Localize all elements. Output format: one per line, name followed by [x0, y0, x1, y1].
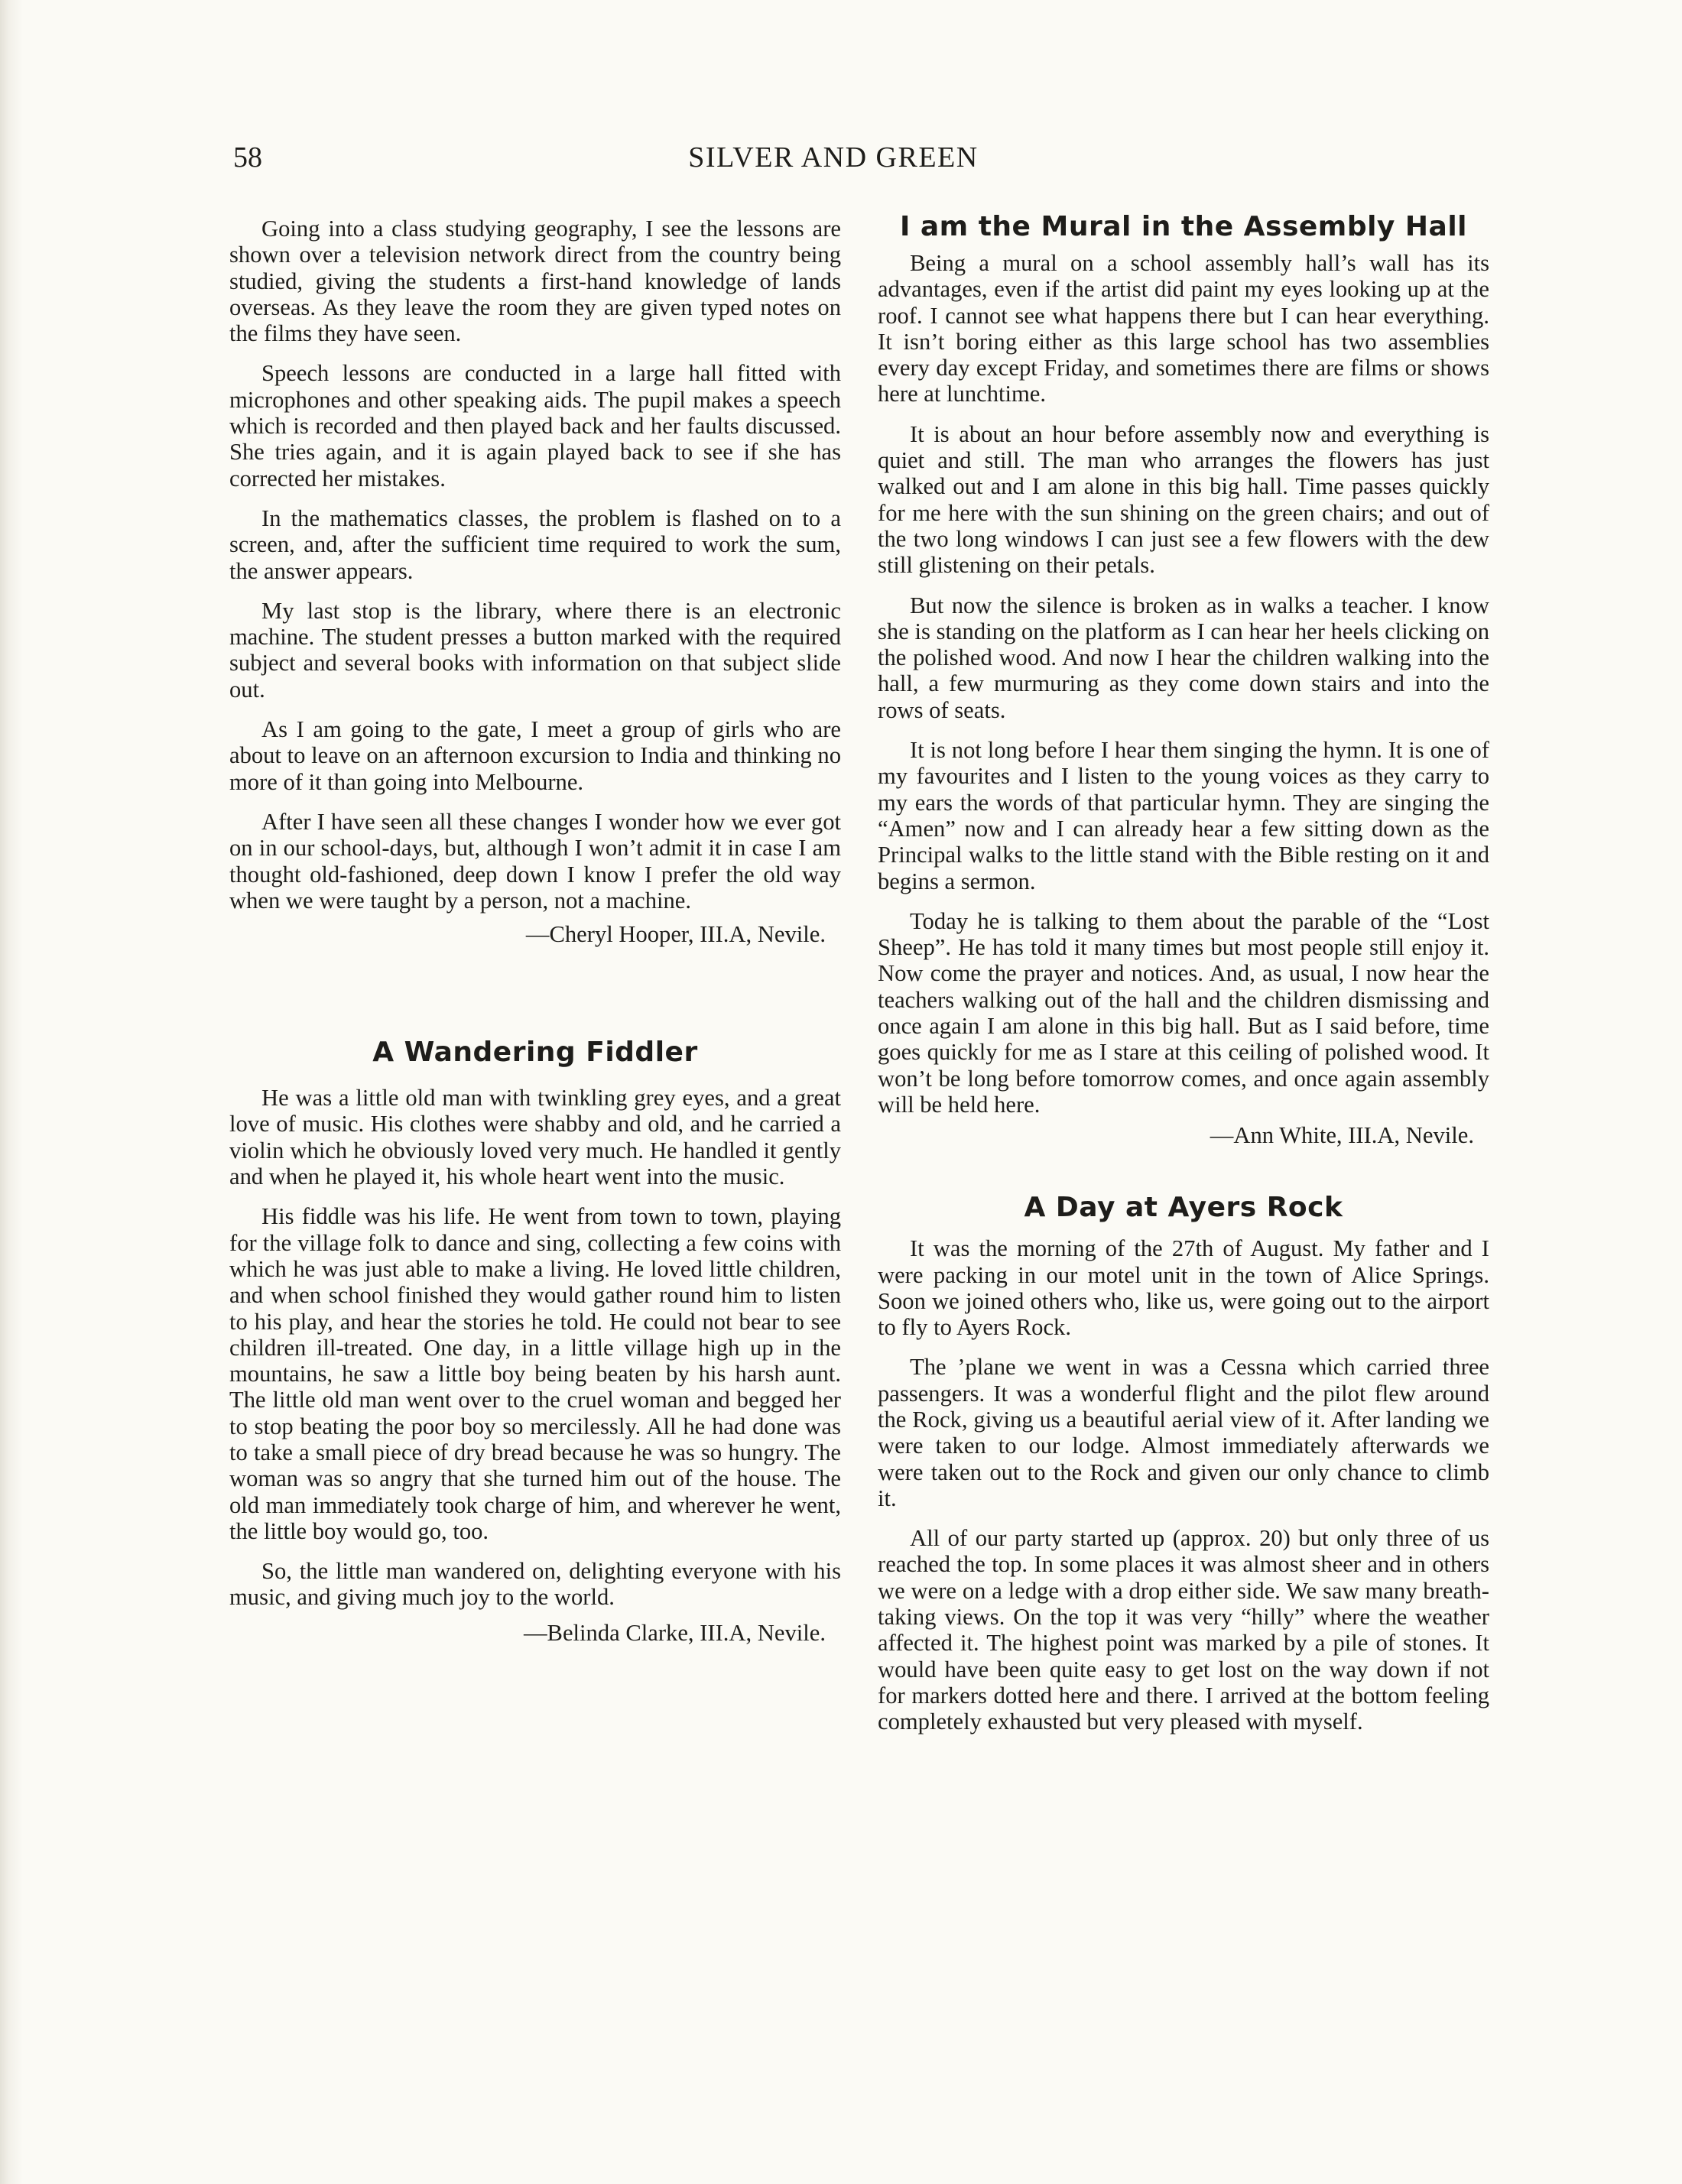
page-number: 58 [233, 141, 262, 174]
paragraph: So, the little man wandered on, delighting everyone with his music, and giving much joy to the world. [229, 1558, 841, 1611]
paragraph: It was the morning of the 27th of August. My father and I were packing in our motel unit in the town of Alice Springs. Soon we joined others who, like us, were going out to the airport to fly to Ayers Rock. [878, 1235, 1489, 1341]
right-column [878, 210, 1489, 1749]
mural-article [878, 210, 1489, 1148]
paragraph: His fiddle was his life. He went from town to town, playing for the village folk to dance and sing, collecting a few coins with which he was just able to make a living. He loved little children, and when school finished they would gather round him to listen to his play, and hear the stories he told. He could not bear to see children ill-treated. One day, in a little village high up in the mountains, he saw a little boy being beaten by his harsh aunt. The little old man went over to the cruel woman and begged her to stop beating the poor boy so mercilessly. All he had done was to take a small piece of dry bread because he was so hungry. The woman was so angry that she turned him out of the house. The old man immediately took charge of him, and wherever he went, the little boy would go, too. [229, 1203, 841, 1544]
paragraph: Being a mural on a school assembly hall’s wall has its advantages, even if the artist did paint my eyes looking up at the roof. I cannot see what happens there but I can hear everything. It isn’t boring either as this large school has two assemblies every day except Friday, and sometimes there are films or shows here at lunchtime. [878, 250, 1489, 407]
paragraph: My last stop is the library, where there is an electronic machine. The student presses a button marked with the required subject and several books with information on that subject slide out. [229, 597, 841, 703]
continued-article [229, 216, 841, 947]
paragraph: But now the silence is broken as in walks a teacher. I know she is standing on the platform as I can hear her heels clicking on the polished wood. And now I hear the children walking into the hall, a few murmuring as they come down stairs and into the rows of seats. [878, 592, 1489, 723]
paragraph: As I am going to the gate, I meet a group of girls who are about to leave on an afternoon excursion to India and thinking no more of it than going into Melbourne. [229, 716, 841, 795]
article-title: A Wandering Fiddler [372, 1037, 698, 1069]
wandering-fiddler-article [229, 1036, 841, 1646]
paragraph: The ’plane we went in was a Cessna which carried three passengers. It was a wonderful flight and the pilot flew around the Rock, giving us a beautiful aerial view of it. After landing we were taken to our lodge. Almost immediately afterwards we were taken out to the Rock and given our only chance to climb it. [878, 1354, 1489, 1511]
left-column [229, 216, 841, 1646]
paragraph: Going into a class studying geography, I see the lessons are shown over a television network direct from the country being studied, giving the students a first-hand knowledge of lands overseas. As they leave the room they are given typed notes on the films they have seen. [229, 216, 841, 347]
paragraph: All of our party started up (approx. 20) but only three of us reached the top. In some places it was almost sheer and in others we were on a ledge with a drop either side. We saw many breath-taking views. On the top it was very “hilly” where the weather affected it. The highest point was marked by a pile of stones. It would have been quite easy to get lost on the way down if not for markers dotted here and there. I arrived at the bottom feeling completely exhausted but very pleased with myself. [878, 1525, 1489, 1735]
paragraph: He was a little old man with twinkling grey eyes, and a great love of music. His clothes were shabby and old, and he carried a violin which he obviously loved very much. He handled it gently and when he played it, his whole heart went into the music. [229, 1085, 841, 1190]
article-title: I am the Mural in the Assembly Hall [899, 211, 1468, 242]
paragraph: After I have seen all these changes I wonder how we ever got on in our school-days, but, although I won’t admit it in case I am thought old-fashioned, deep down I know I prefer the old way when we were taught by a person, not a machine. [229, 808, 841, 914]
author-signature: —Belinda Clarke, III.A, Nevile. [523, 1619, 826, 1646]
paragraph: It is about an hour before assembly now and everything is quiet and still. The man who arranges the flowers has just walked out and I am alone in this big hall. Time passes quickly for me here with the sun shining on the green chairs; and out of the two long windows I can just see a few flowers with the dew still glistening on their petals. [878, 420, 1489, 579]
page-binding-shadow [0, 0, 23, 2184]
paragraph: Today he is talking to them about the parable of the “Lost Sheep”. He has told it many times but most people still enjoy it. Now come the prayer and notices. And, as usual, I now hear the teachers walking out of the hall and the children dismissing and once again I am alone in this big hall. But as I said before, time goes quickly for me as I stare at this ceiling of polished wood. It won’t be long before tomorrow comes, and once again assembly will be held here. [878, 907, 1489, 1118]
paragraph: In the mathematics classes, the problem is flashed on to a screen, and, after the sufficient time required to work the sum, the answer appears. [229, 505, 841, 584]
paragraph: It is not long before I hear them singing the hymn. It is one of my favourites and I listen to the young voices as they carry to my ears the words of that particular hymn. They are singing the “Amen” now and I can already hear a few sitting down as the Principal walks to the little stand with the Bible resting on it and begins a sermon. [878, 737, 1489, 894]
author-signature: —Ann White, III.A, Nevile. [1210, 1122, 1474, 1149]
ayers-rock-article [878, 1191, 1489, 1735]
article-title: A Day at Ayers Rock [1024, 1192, 1343, 1224]
paragraph: Speech lessons are conducted in a large hall fitted with microphones and other speaking aids. The pupil makes a speech which is recorded and then played back and her faults discussed. She tries again, and it is again played back to see if she has corrected her mistakes. [229, 360, 841, 492]
author-signature: —Cheryl Hooper, III.A, Nevile. [525, 921, 826, 948]
running-title: SILVER AND GREEN [688, 141, 979, 174]
